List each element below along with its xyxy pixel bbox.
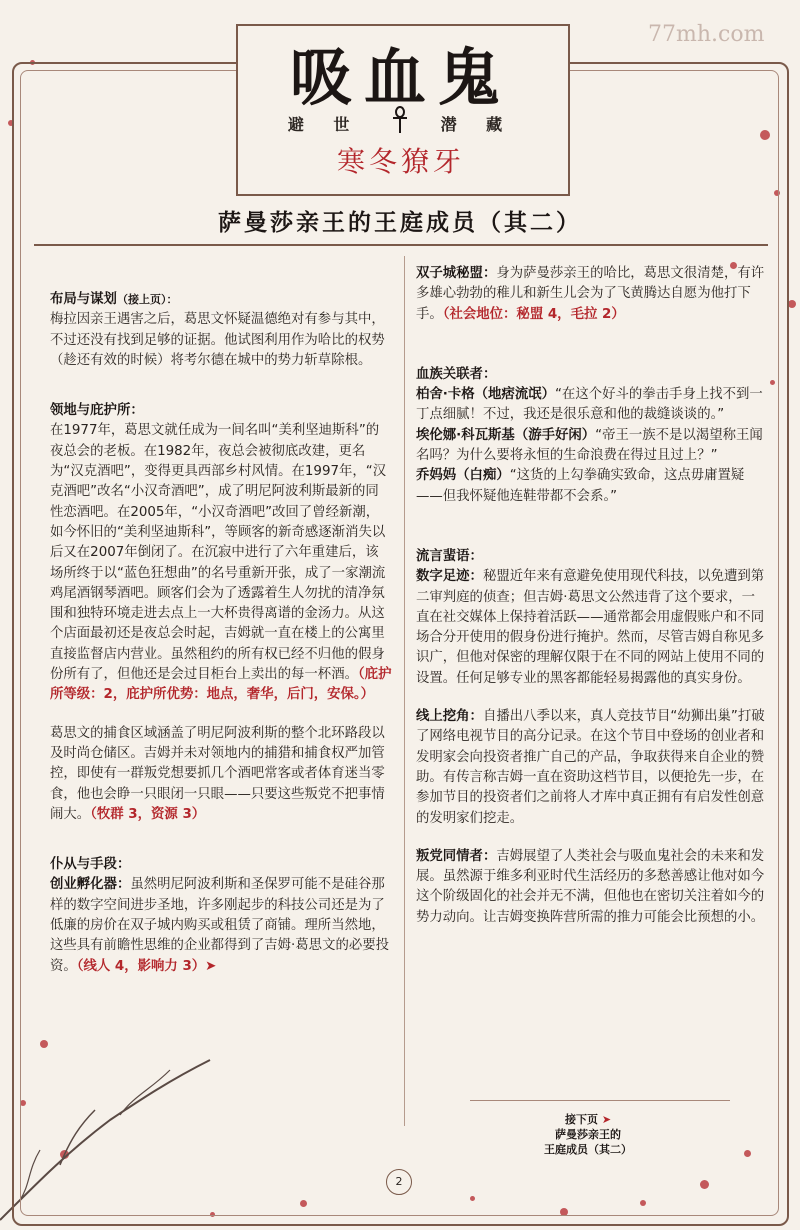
secret-society-text: 身为萨曼莎亲王的哈比，葛思文很清楚，有许多雄心勃勃的稚儿和新生儿会为了飞黄腾达自愿为他打下手。 xyxy=(416,266,765,322)
rumor-b-text: 自播出八季以来，真人竞技节目“幼狮出巢”打破了网络电视节目的高分记录。在这个节目中登场的创业者和发明家会向投资者推广自己的产品，争取获得来自企业的赞助。有传言称吉姆一直在资助这档节目，以便抢先一步，在参加节目的投资者们之前将人才库中真正拥有有启发性创意的发明家们挖走。 xyxy=(416,709,765,826)
left-column xyxy=(50,290,392,995)
page-number: 2 xyxy=(386,1169,412,1195)
rumor-a-text: 秘盟近年来有意避免使用现代科技，以免遭到第二审判庭的侦查；但吉姆·葛思文公然违背了这个要求，一直在社交媒体上保持着活跃——通常都会用虚假账户和不同场合分开使用的假身份进行掩护。然而，尽管吉姆自称见多识广，但他对保密的理解仅限于在不同的网站上使用不同的设置。任何足够专业的黑客都能轻易揭露他的真实身份。 xyxy=(416,569,765,686)
rumor-c-paragraph xyxy=(416,847,766,928)
plans-heading: 布局与谋划 xyxy=(50,292,117,307)
contact-a-quote: “在这个好斗的拳击手身上找不到一丁点细腻！不过，我还是很乐意和他的裁缝谈谈的。” xyxy=(416,387,763,423)
continued-on-next-page xyxy=(528,1112,648,1157)
continued-label: 接下页 xyxy=(564,1113,598,1126)
secret-society-paragraph xyxy=(416,264,766,325)
rumors-paragraph xyxy=(416,547,766,689)
continued-divider xyxy=(470,1100,730,1101)
ankh-icon xyxy=(390,106,410,134)
rumor-c-text: 吉姆展望了人类社会与吸血鬼社会的未来和发展。虽然源于维多利亚时代生活经历的多愁善感让他对如今这个阶级固化的社会并无不满，但他也在密切关注着如今的势力动向。让吉姆变换阵营所需的推力可能会比预想的小。 xyxy=(416,848,765,925)
retainers-heading: 仆从与手段： xyxy=(50,857,131,873)
plans-text: 梅拉因亲王遇害之后，葛思文怀疑温德绝对有参与其中，不过还没有找到足够的证据。他试图利用作为哈比的权势（趁还有效的时候）将考尔德在城中的势力斩草除根。 xyxy=(50,312,385,368)
feeding-stats: （牧群 3，资源 3） xyxy=(90,806,206,822)
rumor-b-name: 线上挖角： xyxy=(416,709,483,725)
domain-heading: 领地与庇护所： xyxy=(50,403,144,419)
watermark: 77mh.com xyxy=(648,22,765,47)
game-title: 吸血鬼 xyxy=(289,41,512,114)
rumor-c-name: 叛党同情者： xyxy=(416,848,497,864)
continued-title-line-2: 王庭成员（其二） xyxy=(544,1143,632,1156)
section-title: 萨曼莎亲王的王庭成员（其二） xyxy=(218,209,582,236)
right-column xyxy=(416,264,766,946)
incubator-text: 虽然明尼阿波利斯和圣保罗可能不是硅谷那样的数字空间进步圣地，许多刚起步的科技公司还是为了低廉的房价在双子城内购买或租赁了商铺。理所当然地，这些具有前瞻性思维的企业都得到了吉姆·葛思文的必要投资。 xyxy=(50,877,390,974)
plans-note: （接上页）： xyxy=(116,293,178,306)
arrow-right-icon: ➤ xyxy=(601,1113,612,1126)
subtitle-left: 避 世 xyxy=(287,115,362,134)
rumors-heading: 流言蜚语： xyxy=(416,548,483,564)
domain-paragraph xyxy=(50,401,392,705)
domain-stats: （庇护所等级：2，庇护所优势：地点，奢华，后门，安保。） xyxy=(50,667,392,703)
incubator-name: 创业孵化器： xyxy=(50,877,131,893)
plans-paragraph xyxy=(50,290,392,371)
secret-society-stats: （社会地位：秘盟 4，毛拉 2） xyxy=(442,306,625,322)
title-divider xyxy=(34,244,768,246)
contact-b-quote: “帝王一族不是以渴望称王闻名吗？为什么要将永恒的生命浪费在得过且过上？” xyxy=(416,427,763,464)
retainers-paragraph xyxy=(50,855,392,977)
secret-society-heading: 双子城秘盟： xyxy=(416,266,497,281)
continued-title-line-1: 萨曼莎亲王的 xyxy=(555,1128,621,1141)
column-divider xyxy=(404,256,405,1126)
contact-b-name: 埃伦娜·科瓦斯基（游手好闲） xyxy=(416,427,596,443)
feeding-text: 葛思文的捕食区域涵盖了明尼阿波利斯的整个北环路段以及时尚仓储区。吉姆并未对领地内的捕猎和捕食权严加管控，即使有一群叛党想要抓几个酒吧常客或者体育迷当零食，他也会睁一只眼闭一只眼——只要这些叛党不把事情闹大。 xyxy=(50,725,385,822)
kindred-contacts-heading: 血族关联者： xyxy=(416,366,497,382)
subtitle-right: 潜 藏 xyxy=(440,115,515,134)
contact-a-name: 柏舍·卡格（地痞流氓） xyxy=(416,387,555,403)
contact-c-name: 乔妈妈（白痴） xyxy=(416,468,510,484)
incubator-stats: （线人 4，影响力 3）➤ xyxy=(76,958,217,974)
contact-c-quote: “这货的上勾拳确实致命，这点毋庸置疑——但我怀疑他连鞋带都不会系。” xyxy=(416,468,745,504)
kindred-contacts-paragraph xyxy=(416,365,766,507)
edition-title: 寒冬獠牙 xyxy=(336,145,465,178)
rumor-a-name: 数字足迹： xyxy=(416,569,483,585)
feeding-paragraph xyxy=(50,724,392,825)
rumor-b-paragraph xyxy=(416,707,766,829)
domain-text: 在1977年，葛思文就任成为一间名叫“美利坚迪斯科”的夜总会的老板。在1982年，夜总会被彻底改建，更名为“汉克酒吧”，变得更具西部乡村风情。在1997年，“汉克酒吧”改名“小汉奇酒吧”，成了明尼阿波利斯最新的同性恋酒吧。在2005年，“小汉奇酒吧”改回了曾经新潮，如今怀旧的“美利坚迪斯科”，等顾客的新奇感逐渐消失以后又在2007年倒闭了。在沉寂中进行了六年重建后，该场所终于以“蓝色狂想曲”的名号重新开张，成了一家潮流鸡尾酒钢琴酒吧。顾客们会为了透露着生人勿扰的清净氛围和独特环境走进去点上一大杯贵得离谱的金汤力。从这个店面最初还是夜总会时起，吉姆就一直在楼上的公寓里直接监督店内营业。虽然租约的所有权已经不归他的假身份所有了，但他还是会过目柜台上卖出的每一杯酒。 xyxy=(50,423,387,683)
